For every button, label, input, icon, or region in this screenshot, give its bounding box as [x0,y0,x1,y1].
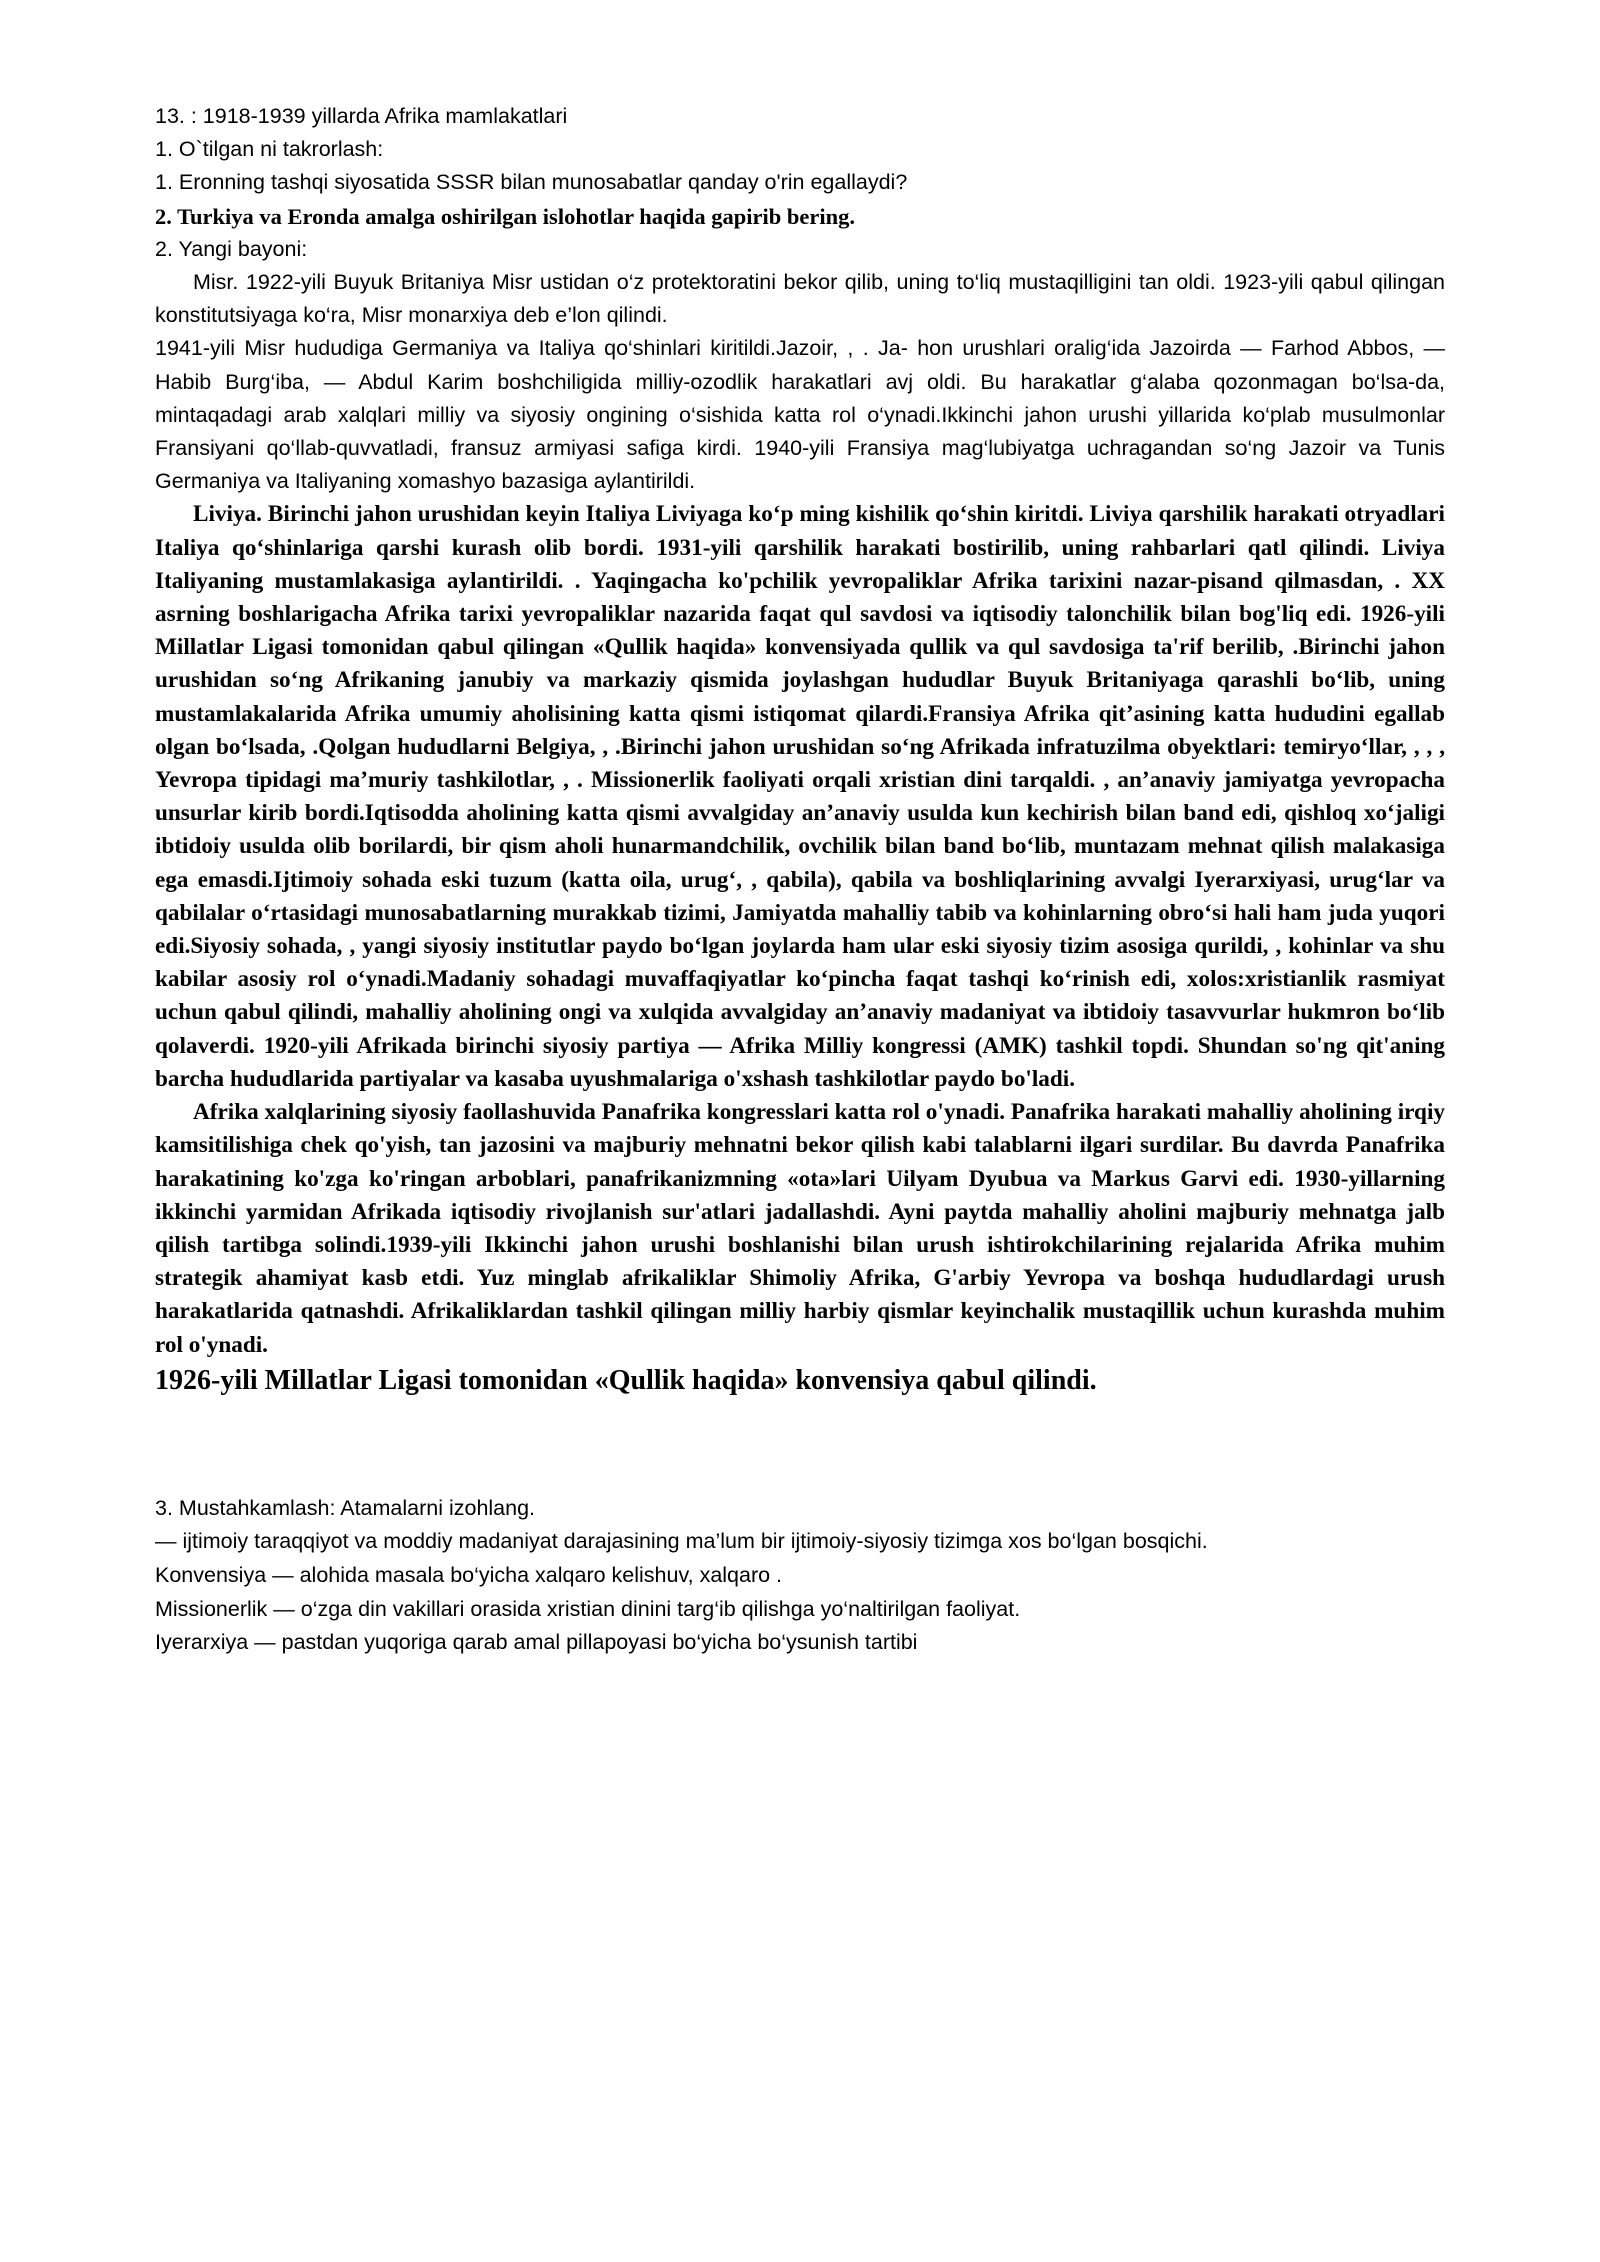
term-definition-1: — ijtimoiy taraqqiyot va moddiy madaniyat darajasining ma’lum bir ijtimoiy-siyosiy tizimga xos bo‘lgan bosqichi. [155,1529,1208,1554]
lesson-title-line: 13. : 1918-1939 yillarda Afrika mamlakatlari [155,104,568,128]
review-question-1: 1. Eronning tashqi siyosatida SSSR bilan munosabatlar qanday o'rin egallaydi? [155,170,908,195]
reinforcement-heading: 3. Mustahkamlash: Atamalarni izohlang. [155,1495,536,1520]
term-definition-4: Iyerarxiya — pastdan yuqoriga qarab amal pillapoyasi bo‘yicha bo‘ysunish tartibi [155,1630,918,1655]
paragraph-jazoir: 1941-yili Misr hududiga Germaniya va Italiya qo‘shinlari kiritildi.Jazoir, , . Ja- hon urushlari oralig‘ida Jazoirda — Farhod Abbos, — Habib Burg‘iba, — Abdul Karim boshchiligida milliy-ozodlik harakatlari avj oldi. Bu harakatlar g‘alaba qozonmagan bo‘lsa-da, mintaqadagi arab xalqlari milliy va siyosiy ongining o‘sishida katta rol o‘ynadi.Ikkinchi jahon urushi yillarida ko‘plab musulmonlar Fransiyani qo‘llab-quvvatladi, fransuz armiyasi safiga kirdi. 1940-yili Fransiya mag‘lubiyatga uchragandan so‘ng Jazoir va Tunis Germaniya va Italiyaning xomashyo bazasiga aylantirildi. [155,336,1445,494]
paragraph-liviya: Liviya. Birinchi jahon urushidan keyin Italiya Liviyaga ko‘p ming kishilik qo‘shin kiritdi. Liviya qarshilik harakati otryadlari Italiya qo‘shinlariga qarshi kurash olib bordi. 1931-yili qarshilik harakati bostirilib, uning rahbarlari qatl qilindi. Liviya Italiyaning mustamlakasiga aylantirildi. . Yaqingacha ko'pchilik yevropaliklar Afrika tarixini nazar-pisand qilmasdan, . XX asrning boshlarigacha Afrika tarixi yevropaliklar nazarida faqat qul savdosi va iqtisodiy talonchilik bilan bog'liq edi. 1926-yili Millatlar Ligasi tomonidan qabul qilingan «Qullik haqida» konvensiyada qullik va qul savdosiga ta'rif berilib, .Birinchi jahon urushidan so‘ng Afrikaning janubiy va markaziy qismida joylashgan hududlar Buyuk Britaniyaga qarashli bo‘lib, uning mustamlakalarida Afrika umumiy aholisining katta qismi istiqomat qilardi.Fransiya Afrika qit’asining katta hududini egallab olgan bo‘lsada, .Qolgan hududlarni Belgiya, , .Birinchi jahon urushidan so‘ng Afrikada infratuzilma obyektlari: temiryo‘llar, , , , Yevropa tipidagi ma’muriy tashkilotlar, , . Missionerlik faoliyati orqali xristian dini tarqaldi. , an’anaviy jamiyatga yevropacha unsurlar kirib bordi.Iqtisodda aholining katta qismi avvalgiday an’anaviy usulda kun kechirish bilan band edi, qishloq xo‘jaligi ibtidoiy usulda olib borilardi, bir qism aholi hunarmandchilik, ovchilik bilan band bo‘lib, muntazam mehnat qilish malakasiga ega emasdi.Ijtimoiy sohada eski tuzum (katta oila, urug‘, , qabila), qabila va boshliqlarining avvalgi Iyerarxiyasi, urug‘lar va qabilalar o‘rtasidagi munosabatlarning murakkab tizimi, Jamiyatda mahalliy tabib va kohinlarning obro‘si hali ham juda yuqori edi.Siyosiy sohada, , yangi siyosiy institutlar paydo bo‘lgan joylarda ham ular eski siyosiy tizim asosiga qurildi, , kohinlar va shu kabilar asosiy rol o‘ynadi.Madaniy sohadagi muvaffaqiyatlar ko‘pincha faqat tashqi ko‘rinish edi, xolos:xristianlik rasmiyat uchun qabul qilindi, mahalliy aholining ongi va xulqida avvalgiday an’anaviy madaniyat va ibtidoiy tasavvurlar hukmron bo‘lib qolaverdi. 1920-yili Afrikada birinchi siyosiy partiya — Afrika Milliy kongressi (AMK) tashkil topdi. Shundan so'ng qit'aning barcha hududlarida partiyalar va kasaba uyushmalariga o'xshash tashkilotlar paydo bo'ladi. [155,501,1445,1092]
review-heading-line: 1. O`tilgan ni takrorlash: [155,137,384,162]
term-definition-2: Konvensiya — alohida masala bo‘yicha xalqaro kelishuv, xalqaro . [155,1562,783,1587]
new-topic-label: 2. Yangi bayoni: [155,236,308,261]
document-body [155,100,1445,1660]
closing-heading: 1926-yili Millatlar Ligasi tomonidan «Qullik haqida» konvensiya qabul qilindi. [155,1364,1097,1396]
term-definition-3: Missionerlik — o‘zga din vakillari orasida xristian dinini targ‘ib qilishga yo‘naltirilgan faoliyat. [155,1596,1021,1621]
paragraph-misr: Misr. 1922-yili Buyuk Britaniya Misr ustidan o‘z protektoratini bekor qilib, uning to‘liq mustaqilligini tan oldi. 1923-yili qabul qilingan konstitutsiyaga ko‘ra, Misr monarxiya deb e’lon qilindi. [155,270,1445,328]
section-spacer [155,1400,1445,1492]
paragraph-panafrika: Afrika xalqlarining siyosiy faollashuvida Panafrika kongresslari katta rol o'ynadi. Panafrika harakati mahalliy aholining irqiy kamsitilishiga chek qo'yish, tan jazosini va majburiy mehnatni bekor qilish kabi talablarni ilgari surdilar. Bu davrda Panafrika harakatining ko'zga ko'ringan arboblari, panafrikanizmning «ota»lari Uilyam Dyubua va Markus Garvi edi. 1930-yillarning ikkinchi yarmidan Afrikada iqtisodiy rivojlanish sur'atlari jadallashdi. Ayni paytda mahalliy aholini majburiy mehnatga jalb qilish tartibga solindi.1939-yili Ikkinchi jahon urushi boshlanishi bilan urush ishtirokchilarining rejalarida Afrika muhim strategik ahamiyat kasb etdi. Yuz minglab afrikaliklar Shimoliy Afrika, G'arbiy Yevropa va boshqa hududlardagi urush harakatlarida qatnashdi. Afrikaliklardan tashkil qilingan milliy harbiy qismlar keyinchalik mustaqillik uchun kurashda muhim rol o'ynadi. [155,1099,1445,1358]
review-question-2: 2. Turkiya va Eronda amalga oshirilgan islohotlar haqida gapirib bering. [155,203,855,229]
